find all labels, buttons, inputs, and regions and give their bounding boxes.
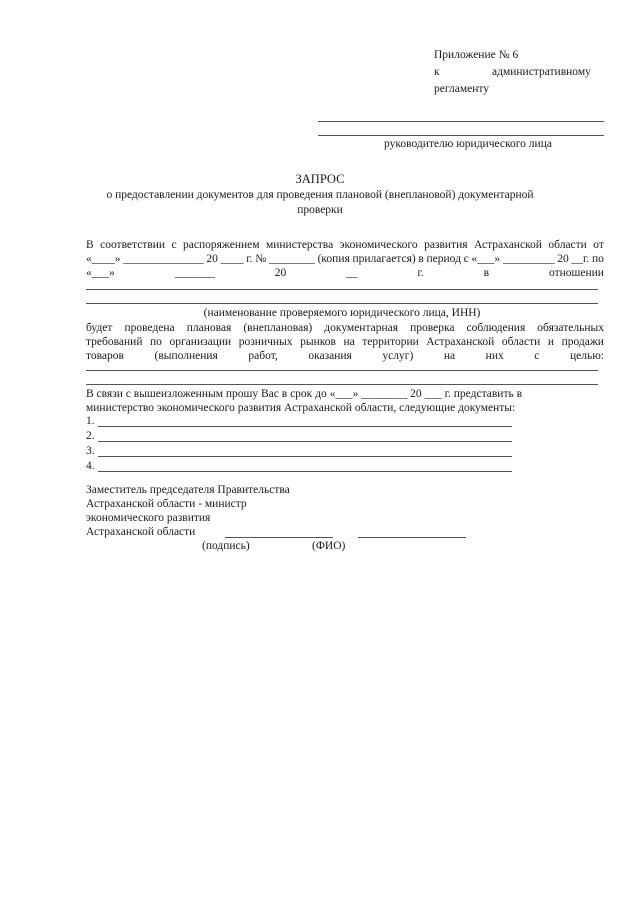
word: требований (86, 336, 143, 348)
word: 20 (206, 253, 218, 265)
word: них (485, 350, 504, 362)
appendix-line-2-k: к (434, 66, 440, 78)
word: развития (424, 239, 468, 251)
word: соответствии (100, 239, 166, 251)
signature-line-2: Астраханской области - министр (86, 498, 247, 510)
word: 20 (557, 253, 569, 265)
word: распоряжением (183, 239, 260, 251)
signature-blank-line (225, 537, 333, 538)
appendix-line-1: Приложение № 6 (434, 49, 519, 61)
word: плановая (186, 322, 232, 334)
document-item-number-4: 4. (86, 460, 95, 472)
word: отношении (548, 267, 604, 279)
word: № (255, 253, 267, 265)
word: (копия (317, 253, 350, 265)
word: товаров (86, 350, 124, 362)
word: на (443, 350, 456, 362)
word: проведена (124, 322, 175, 334)
appendix-line-3: регламенту (434, 83, 489, 95)
word: с (463, 253, 469, 265)
word: ______________ (123, 253, 204, 265)
word: в (483, 267, 490, 279)
signature-caption: (подпись) (202, 540, 250, 552)
word: услуг) (382, 350, 414, 362)
word: (выполнения (154, 350, 218, 362)
word: и (547, 336, 555, 348)
word: работ, (248, 350, 278, 362)
paragraph-1-line-3 (86, 266, 604, 280)
word: проверка (410, 322, 455, 334)
word: экономического (339, 239, 418, 251)
document-item-line-2 (98, 441, 512, 442)
document-item-line-1 (98, 426, 512, 427)
word: документарная (324, 322, 399, 334)
paragraph-2-line-1 (86, 321, 604, 335)
word: В (86, 239, 94, 251)
word: г. (246, 253, 253, 265)
word: области (548, 239, 587, 251)
word: организации (169, 336, 232, 348)
word: обязательных (537, 322, 604, 334)
document-item-line-3 (98, 456, 512, 457)
paragraph-1-line-1 (86, 238, 604, 252)
addressee-blank-line-1 (318, 121, 604, 122)
word: период (426, 253, 461, 265)
word: области (501, 336, 541, 348)
document-item-number-2: 2. (86, 430, 95, 442)
word: «___» (86, 267, 115, 279)
document-subtitle-line-2: проверки (297, 204, 343, 216)
document-item-number-1: 1. (86, 415, 95, 427)
word: территории (362, 336, 419, 348)
word: розничных (238, 336, 293, 348)
word: продажи (561, 336, 604, 348)
signature-line-1: Заместитель председателя Правительства (86, 484, 290, 496)
word: «___» (471, 253, 501, 265)
word: по (591, 253, 604, 265)
document-item-number-3: 3. (86, 445, 95, 457)
word: министерства (265, 239, 334, 251)
name-caption: (ФИО) (312, 540, 346, 552)
addressee-blank-line-2 (318, 135, 604, 136)
paragraph-3-line-2: министерство экономического развития Астраханской области, следующие документы: (86, 402, 516, 414)
appendix-line-2-rest: административному (492, 66, 591, 78)
document-item-line-4 (98, 471, 512, 472)
addressee-caption: руководителю юридического лица (384, 138, 552, 150)
word: 20 (274, 267, 287, 279)
word: соблюдения (466, 322, 526, 334)
word: «____» (86, 253, 121, 265)
word: Астраханской (426, 336, 495, 348)
word: прилагается) (352, 253, 416, 265)
word: __ (346, 267, 358, 279)
word: г. (417, 267, 424, 279)
word: на (343, 336, 355, 348)
word: оказания (308, 350, 352, 362)
word: ________ (268, 253, 315, 265)
entity-blank-line-2 (86, 303, 598, 304)
entity-blank-line-1 (86, 289, 598, 290)
signature-line-3: экономического развития (86, 512, 211, 524)
word: целью: (569, 350, 604, 362)
word: с (534, 350, 540, 362)
signature-line-4: Астраханской области (86, 526, 196, 538)
word: будет (86, 322, 113, 334)
word: рынков (300, 336, 336, 348)
paragraph-1-line-2 (86, 252, 604, 266)
word: (внеплановая) (243, 322, 313, 334)
name-blank-line (358, 537, 466, 538)
document-title: ЗАПРОС (295, 172, 345, 186)
word: от (593, 239, 604, 251)
word: с (171, 239, 177, 251)
purpose-blank-line-1 (86, 370, 598, 371)
purpose-blank-line-2 (86, 384, 598, 385)
paragraph-3-line-1: В связи с вышеизложенным прошу Вас в срок до «___» ________ 20 ___ г. представить в (86, 388, 523, 400)
word: в (418, 253, 424, 265)
word: _______ (174, 267, 215, 279)
paragraph-2-line-3 (86, 349, 604, 363)
paragraph-2-line-2 (86, 335, 604, 349)
word: Астраханской (473, 239, 542, 251)
word: __г. (571, 253, 590, 265)
document-subtitle-line-1: о предоставлении документов для проведения плановой (внеплановой) документарной (106, 189, 534, 201)
entity-caption: (наименование проверяемого юридического лица, ИНН) (203, 307, 481, 319)
word: ____ (220, 253, 244, 265)
word: _________ (502, 253, 555, 265)
word: по (150, 336, 162, 348)
